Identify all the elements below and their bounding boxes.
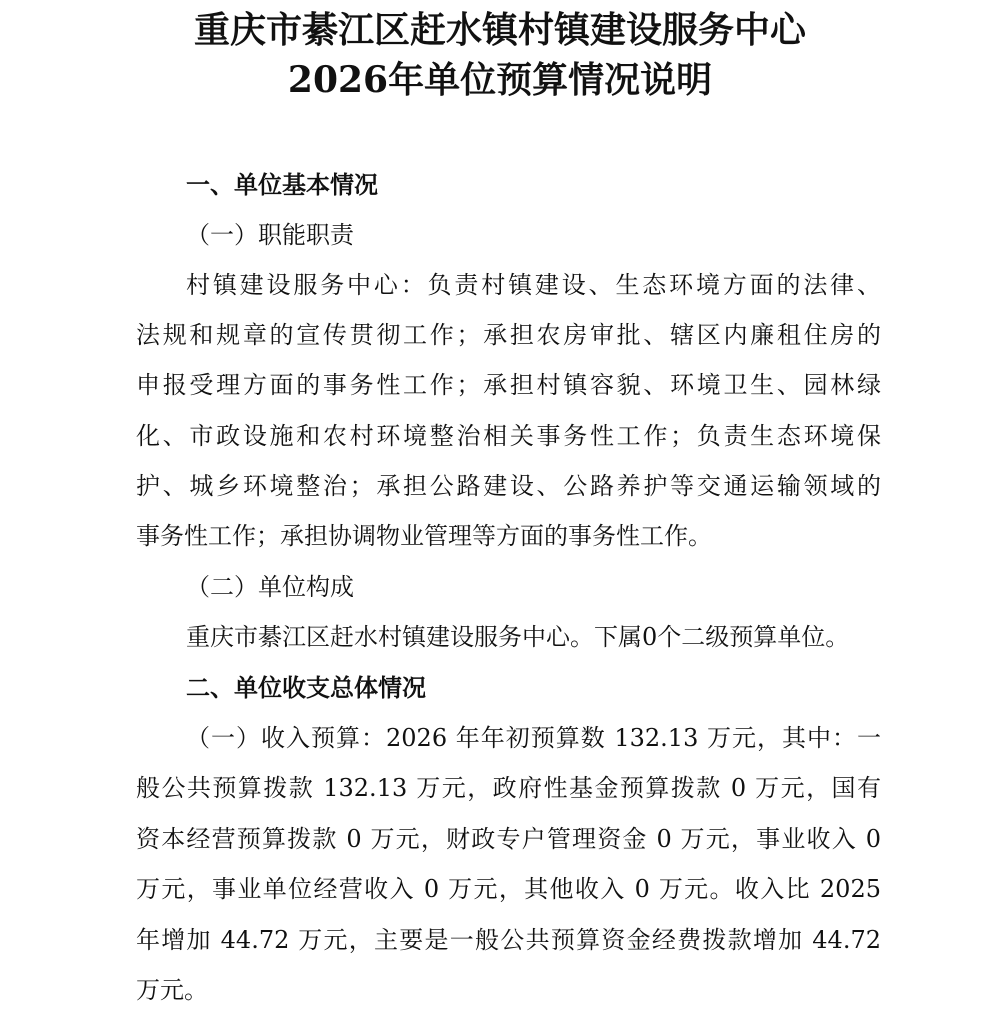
section1-sub2-heading: （二）单位构成: [186, 573, 354, 601]
paragraph-line: 护、城乡环境整治；承担公路建设、公路养护等交通运输领域的: [136, 472, 881, 500]
paragraph-line: 万元。: [136, 976, 208, 1004]
paragraph-line: 般公共预算拨款 132.13 万元，政府性基金预算拨款 0 万元，国有: [136, 774, 881, 802]
paragraph-line: 资本经营预算拨款 0 万元，财政专户管理资金 0 万元，事业收入 0: [136, 825, 881, 853]
document-title-line1: 重庆市綦江区赶水镇村镇建设服务中心: [193, 9, 806, 51]
paragraph-line: 化、市政设施和农村环境整治相关事务性工作；负责生态环境保: [136, 422, 881, 450]
paragraph-line: （一）收入预算：2026 年年初预算数 132.13 万元，其中：一: [186, 724, 881, 752]
paragraph-line: 年增加 44.72 万元，主要是一般公共预算资金经费拨款增加 44.72: [136, 926, 881, 954]
paragraph-line: 万元，事业单位经营收入 0 万元，其他收入 0 万元。收入比 2025: [136, 875, 881, 903]
document-title-line2: 2026年单位预算情况说明: [287, 59, 713, 101]
paragraph-line: 重庆市綦江区赶水村镇建设服务中心。下属0个二级预算单位。: [186, 623, 850, 651]
section2-heading: 二、单位收支总体情况: [186, 673, 426, 702]
paragraph-line: 村镇建设服务中心：负责村镇建设、生态环境方面的法律、: [186, 271, 881, 299]
paragraph-line: 事务性工作；承担协调物业管理等方面的事务性工作。: [136, 522, 712, 550]
paragraph-line: 申报受理方面的事务性工作；承担村镇容貌、环境卫生、园林绿: [136, 371, 881, 399]
section1-heading: 一、单位基本情况: [186, 170, 378, 199]
section1-sub1-heading: （一）职能职责: [186, 221, 354, 249]
paragraph-line: 法规和规章的宣传贯彻工作；承担农房审批、辖区内廉租住房的: [136, 321, 881, 349]
